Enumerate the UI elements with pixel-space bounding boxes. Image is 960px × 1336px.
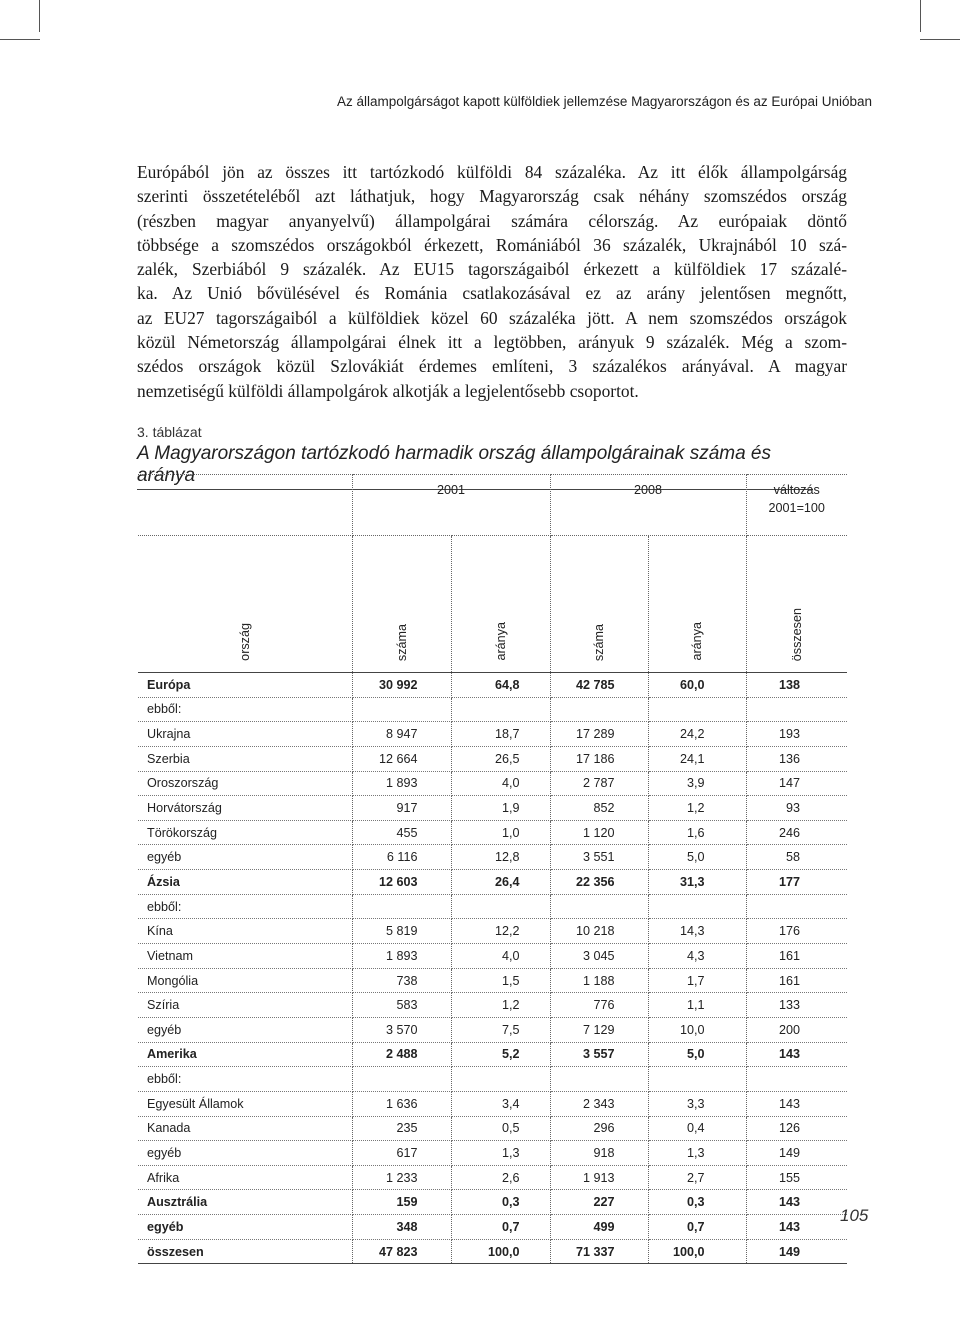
row-label: Egyesült Államok bbox=[138, 1091, 352, 1116]
row-label: ebből: bbox=[138, 1067, 352, 1092]
table-cell: 2 343 bbox=[550, 1091, 648, 1116]
table-cell: 0,3 bbox=[451, 1190, 550, 1215]
row-label: Vietnam bbox=[138, 944, 352, 969]
crop-mark bbox=[0, 39, 40, 40]
body-line: nemzetiségű külföldi állampolgárok alkotják a legjelentősebb csoportot. bbox=[137, 380, 639, 401]
table-cell: 1 893 bbox=[352, 771, 451, 796]
table-cell bbox=[451, 894, 550, 919]
body-line: zalék, Szerbiából 9 százalék. Az EU15 tagországaiból érkezett a külföldiek 17 százalé- bbox=[137, 259, 847, 280]
table-cell: 100,0 bbox=[451, 1239, 550, 1264]
table-row bbox=[138, 993, 847, 1018]
table-cell: 296 bbox=[550, 1116, 648, 1141]
table-cell: 0,7 bbox=[648, 1215, 746, 1240]
row-label: egyéb bbox=[138, 1017, 352, 1042]
table-cell: 5,0 bbox=[648, 1042, 746, 1067]
table-cell: 149 bbox=[746, 1141, 847, 1166]
table-cell: 12,8 bbox=[451, 845, 550, 870]
row-label: egyéb bbox=[138, 1141, 352, 1166]
table-cell: 1,2 bbox=[451, 993, 550, 1018]
table-cell: 3 045 bbox=[550, 944, 648, 969]
table-row bbox=[138, 1141, 847, 1166]
table-row bbox=[138, 673, 847, 698]
table-cell: 64,8 bbox=[451, 673, 550, 698]
table-cell: 4,0 bbox=[451, 771, 550, 796]
row-label: Kína bbox=[138, 919, 352, 944]
table-cell: 2 488 bbox=[352, 1042, 451, 1067]
table-cell: 5 819 bbox=[352, 919, 451, 944]
row-label: Mongólia bbox=[138, 968, 352, 993]
row-label: Ukrajna bbox=[138, 722, 352, 747]
table-cell: 918 bbox=[550, 1141, 648, 1166]
table-cell: 852 bbox=[550, 796, 648, 821]
table-cell: 455 bbox=[352, 820, 451, 845]
running-head: Az állampolgárságot kapott külföldiek jellemzése Magyarországon és az Európai Unióban bbox=[336, 94, 872, 109]
table-cell: 177 bbox=[746, 870, 847, 895]
body-line: közül Németország állampolgárai élnek itt a legtöbben, arányuk 9 százalék. Még a szom- bbox=[137, 332, 847, 353]
table-cell: 6 116 bbox=[352, 845, 451, 870]
row-label: ebből: bbox=[138, 894, 352, 919]
table-cell bbox=[451, 697, 550, 722]
table-cell: 235 bbox=[352, 1116, 451, 1141]
table-cell bbox=[352, 697, 451, 722]
table-cell: 22 356 bbox=[550, 870, 648, 895]
table-cell: 776 bbox=[550, 993, 648, 1018]
table-cell: 24,2 bbox=[648, 722, 746, 747]
table-cell bbox=[746, 1067, 847, 1092]
table-row bbox=[138, 894, 847, 919]
table-cell: 71 337 bbox=[550, 1239, 648, 1264]
table-cell bbox=[451, 1067, 550, 1092]
body-paragraph bbox=[137, 160, 847, 403]
table-cell: 1 893 bbox=[352, 944, 451, 969]
table-cell: 200 bbox=[746, 1017, 847, 1042]
table-cell bbox=[648, 894, 746, 919]
table-row bbox=[138, 870, 847, 895]
page-number: 105 bbox=[840, 1206, 869, 1225]
table-cell: 738 bbox=[352, 968, 451, 993]
table-cell bbox=[550, 1067, 648, 1092]
table-row bbox=[138, 1017, 847, 1042]
table-cell: 1,0 bbox=[451, 820, 550, 845]
table-cell: 5,0 bbox=[648, 845, 746, 870]
table-row bbox=[138, 722, 847, 747]
body-line: az EU27 tagországaiból a külföldiek közel 60 százaléka jött. A nem szomszédos országok bbox=[137, 307, 847, 328]
table-cell: 14,3 bbox=[648, 919, 746, 944]
table-cell: 31,3 bbox=[648, 870, 746, 895]
table-cell: 17 289 bbox=[550, 722, 648, 747]
column-header-country: ország bbox=[138, 536, 352, 673]
table-cell: 93 bbox=[746, 796, 847, 821]
table-row bbox=[138, 1067, 847, 1092]
table-cell: 5,2 bbox=[451, 1042, 550, 1067]
header-change-line2: 2001=100 bbox=[768, 501, 825, 515]
table-cell: 1,2 bbox=[648, 796, 746, 821]
row-label: Ausztrália bbox=[138, 1190, 352, 1215]
table-cell: 2 787 bbox=[550, 771, 648, 796]
crop-mark bbox=[920, 39, 960, 40]
table-cell: 126 bbox=[746, 1116, 847, 1141]
table-cell bbox=[648, 1067, 746, 1092]
table-row bbox=[138, 919, 847, 944]
table-row bbox=[138, 968, 847, 993]
table-row bbox=[138, 746, 847, 771]
row-label: összesen bbox=[138, 1239, 352, 1264]
row-label: Szíria bbox=[138, 993, 352, 1018]
table-cell bbox=[746, 697, 847, 722]
table-cell: 24,1 bbox=[648, 746, 746, 771]
header-change-line1: változás bbox=[773, 483, 820, 497]
table-cell: 1 233 bbox=[352, 1165, 451, 1190]
row-label: Kanada bbox=[138, 1116, 352, 1141]
table-cell: 143 bbox=[746, 1042, 847, 1067]
table-cell: 0,5 bbox=[451, 1116, 550, 1141]
table-cell bbox=[550, 697, 648, 722]
table-cell: 26,4 bbox=[451, 870, 550, 895]
table-cell: 1 913 bbox=[550, 1165, 648, 1190]
table-cell: 26,5 bbox=[451, 746, 550, 771]
header-change bbox=[746, 475, 847, 536]
table-row bbox=[138, 1190, 847, 1215]
row-label: Szerbia bbox=[138, 746, 352, 771]
table-cell: 1,3 bbox=[648, 1141, 746, 1166]
row-label: Afrika bbox=[138, 1165, 352, 1190]
table-cell: 3 551 bbox=[550, 845, 648, 870]
table-number: 3. táblázat bbox=[137, 424, 202, 440]
table-cell: 12 664 bbox=[352, 746, 451, 771]
table-cell: 4,3 bbox=[648, 944, 746, 969]
table-cell: 8 947 bbox=[352, 722, 451, 747]
table-cell: 18,7 bbox=[451, 722, 550, 747]
table-cell: 227 bbox=[550, 1190, 648, 1215]
table-cell: 10 218 bbox=[550, 919, 648, 944]
row-label: ebből: bbox=[138, 697, 352, 722]
table-cell: 583 bbox=[352, 993, 451, 1018]
table-cell: 617 bbox=[352, 1141, 451, 1166]
data-table bbox=[138, 474, 847, 1264]
table-cell bbox=[352, 1067, 451, 1092]
header-blank bbox=[138, 475, 352, 536]
table-row bbox=[138, 820, 847, 845]
table-cell bbox=[746, 894, 847, 919]
column-header-share-2008: aránya bbox=[648, 536, 746, 673]
body-line: ka. Az Unió bővülésével és Románia csatlakozásával ez az arány jelentősen megnőtt, bbox=[137, 283, 847, 304]
table-cell: 1,6 bbox=[648, 820, 746, 845]
body-line: szerinti összetételéből azt láthatjuk, hogy Magyarország csak néhány szomszédos ország bbox=[137, 186, 847, 207]
header-year-2001: 2001 bbox=[352, 475, 550, 536]
column-header-count-2008: száma bbox=[550, 536, 648, 673]
crop-mark bbox=[920, 0, 921, 32]
table-row bbox=[138, 1165, 847, 1190]
table-cell bbox=[550, 894, 648, 919]
table-cell: 143 bbox=[746, 1190, 847, 1215]
row-label: Horvátország bbox=[138, 796, 352, 821]
table-row bbox=[138, 1116, 847, 1141]
table-cell: 161 bbox=[746, 968, 847, 993]
table-cell: 7 129 bbox=[550, 1017, 648, 1042]
table-cell: 3 557 bbox=[550, 1042, 648, 1067]
table-row bbox=[138, 796, 847, 821]
table-cell: 3,3 bbox=[648, 1091, 746, 1116]
body-line: szédos országok közül Szlovákiát érdemes említeni, 3 százalékos arányával. A magyar bbox=[137, 356, 847, 377]
table-cell: 100,0 bbox=[648, 1239, 746, 1264]
table-body bbox=[138, 673, 847, 1264]
crop-mark bbox=[39, 0, 40, 32]
table-cell: 42 785 bbox=[550, 673, 648, 698]
body-line: (részben magyar anyanyelvű) állampolgárai számára célország. Az európaiak döntő bbox=[137, 210, 847, 231]
table-cell: 0,3 bbox=[648, 1190, 746, 1215]
table-cell: 161 bbox=[746, 944, 847, 969]
table-cell: 60,0 bbox=[648, 673, 746, 698]
column-header-count-2001: száma bbox=[352, 536, 451, 673]
body-line: többsége a szomszédos országokból érkezett, Romániából 36 százalék, Ukrajnából 10 szá- bbox=[137, 234, 847, 255]
table-cell: 1,3 bbox=[451, 1141, 550, 1166]
table-cell: 149 bbox=[746, 1239, 847, 1264]
body-line: Európából jön az összes itt tartózkodó külföldi 84 százaléka. Az itt élők állampolgárság bbox=[137, 162, 847, 182]
table-cell bbox=[352, 894, 451, 919]
table-cell: 1,5 bbox=[451, 968, 550, 993]
table-cell: 2,7 bbox=[648, 1165, 746, 1190]
table-row bbox=[138, 1042, 847, 1067]
table-cell: 0,7 bbox=[451, 1215, 550, 1240]
table-row bbox=[138, 771, 847, 796]
table-cell: 2,6 bbox=[451, 1165, 550, 1190]
table-cell: 348 bbox=[352, 1215, 451, 1240]
table-cell: 138 bbox=[746, 673, 847, 698]
table-cell: 12 603 bbox=[352, 870, 451, 895]
table-cell: 1 120 bbox=[550, 820, 648, 845]
table-cell: 4,0 bbox=[451, 944, 550, 969]
table-cell: 136 bbox=[746, 746, 847, 771]
table-title: A Magyarországon tartózkodó harmadik ország állampolgárainak száma és aránya bbox=[137, 443, 813, 490]
table-cell: 47 823 bbox=[352, 1239, 451, 1264]
column-header-total: összesen bbox=[789, 607, 804, 661]
row-label: Törökország bbox=[138, 820, 352, 845]
table-row bbox=[138, 1215, 847, 1240]
table-cell: 58 bbox=[746, 845, 847, 870]
table-row bbox=[138, 1091, 847, 1116]
row-label: Európa bbox=[138, 673, 352, 698]
table-cell: 3,4 bbox=[451, 1091, 550, 1116]
table-cell: 10,0 bbox=[648, 1017, 746, 1042]
table-row bbox=[138, 697, 847, 722]
table-cell: 1,9 bbox=[451, 796, 550, 821]
table-cell: 0,4 bbox=[648, 1116, 746, 1141]
table-row bbox=[138, 1239, 847, 1264]
table-cell: 143 bbox=[746, 1215, 847, 1240]
table-cell: 1 188 bbox=[550, 968, 648, 993]
table-cell: 12,2 bbox=[451, 919, 550, 944]
table-cell: 1,7 bbox=[648, 968, 746, 993]
table-cell: 917 bbox=[352, 796, 451, 821]
row-label: egyéb bbox=[138, 845, 352, 870]
table-cell: 159 bbox=[352, 1190, 451, 1215]
row-label: Oroszország bbox=[138, 771, 352, 796]
row-label: egyéb bbox=[138, 1215, 352, 1240]
table-cell: 1 636 bbox=[352, 1091, 451, 1116]
table-cell: 7,5 bbox=[451, 1017, 550, 1042]
table-cell: 147 bbox=[746, 771, 847, 796]
table-cell: 1,1 bbox=[648, 993, 746, 1018]
header-year-2008: 2008 bbox=[550, 475, 746, 536]
table-cell: 499 bbox=[550, 1215, 648, 1240]
table-cell: 3,9 bbox=[648, 771, 746, 796]
table-cell: 17 186 bbox=[550, 746, 648, 771]
row-label: Amerika bbox=[138, 1042, 352, 1067]
table-row bbox=[138, 845, 847, 870]
table-cell: 133 bbox=[746, 993, 847, 1018]
row-label: Ázsia bbox=[138, 870, 352, 895]
table-cell: 155 bbox=[746, 1165, 847, 1190]
table-cell: 143 bbox=[746, 1091, 847, 1116]
table-cell: 193 bbox=[746, 722, 847, 747]
table-cell: 30 992 bbox=[352, 673, 451, 698]
table-cell: 3 570 bbox=[352, 1017, 451, 1042]
table-row bbox=[138, 944, 847, 969]
table-cell: 246 bbox=[746, 820, 847, 845]
table-cell bbox=[648, 697, 746, 722]
column-header-share-2001: aránya bbox=[451, 536, 550, 673]
table-cell: 176 bbox=[746, 919, 847, 944]
data-table-container bbox=[138, 474, 847, 1264]
